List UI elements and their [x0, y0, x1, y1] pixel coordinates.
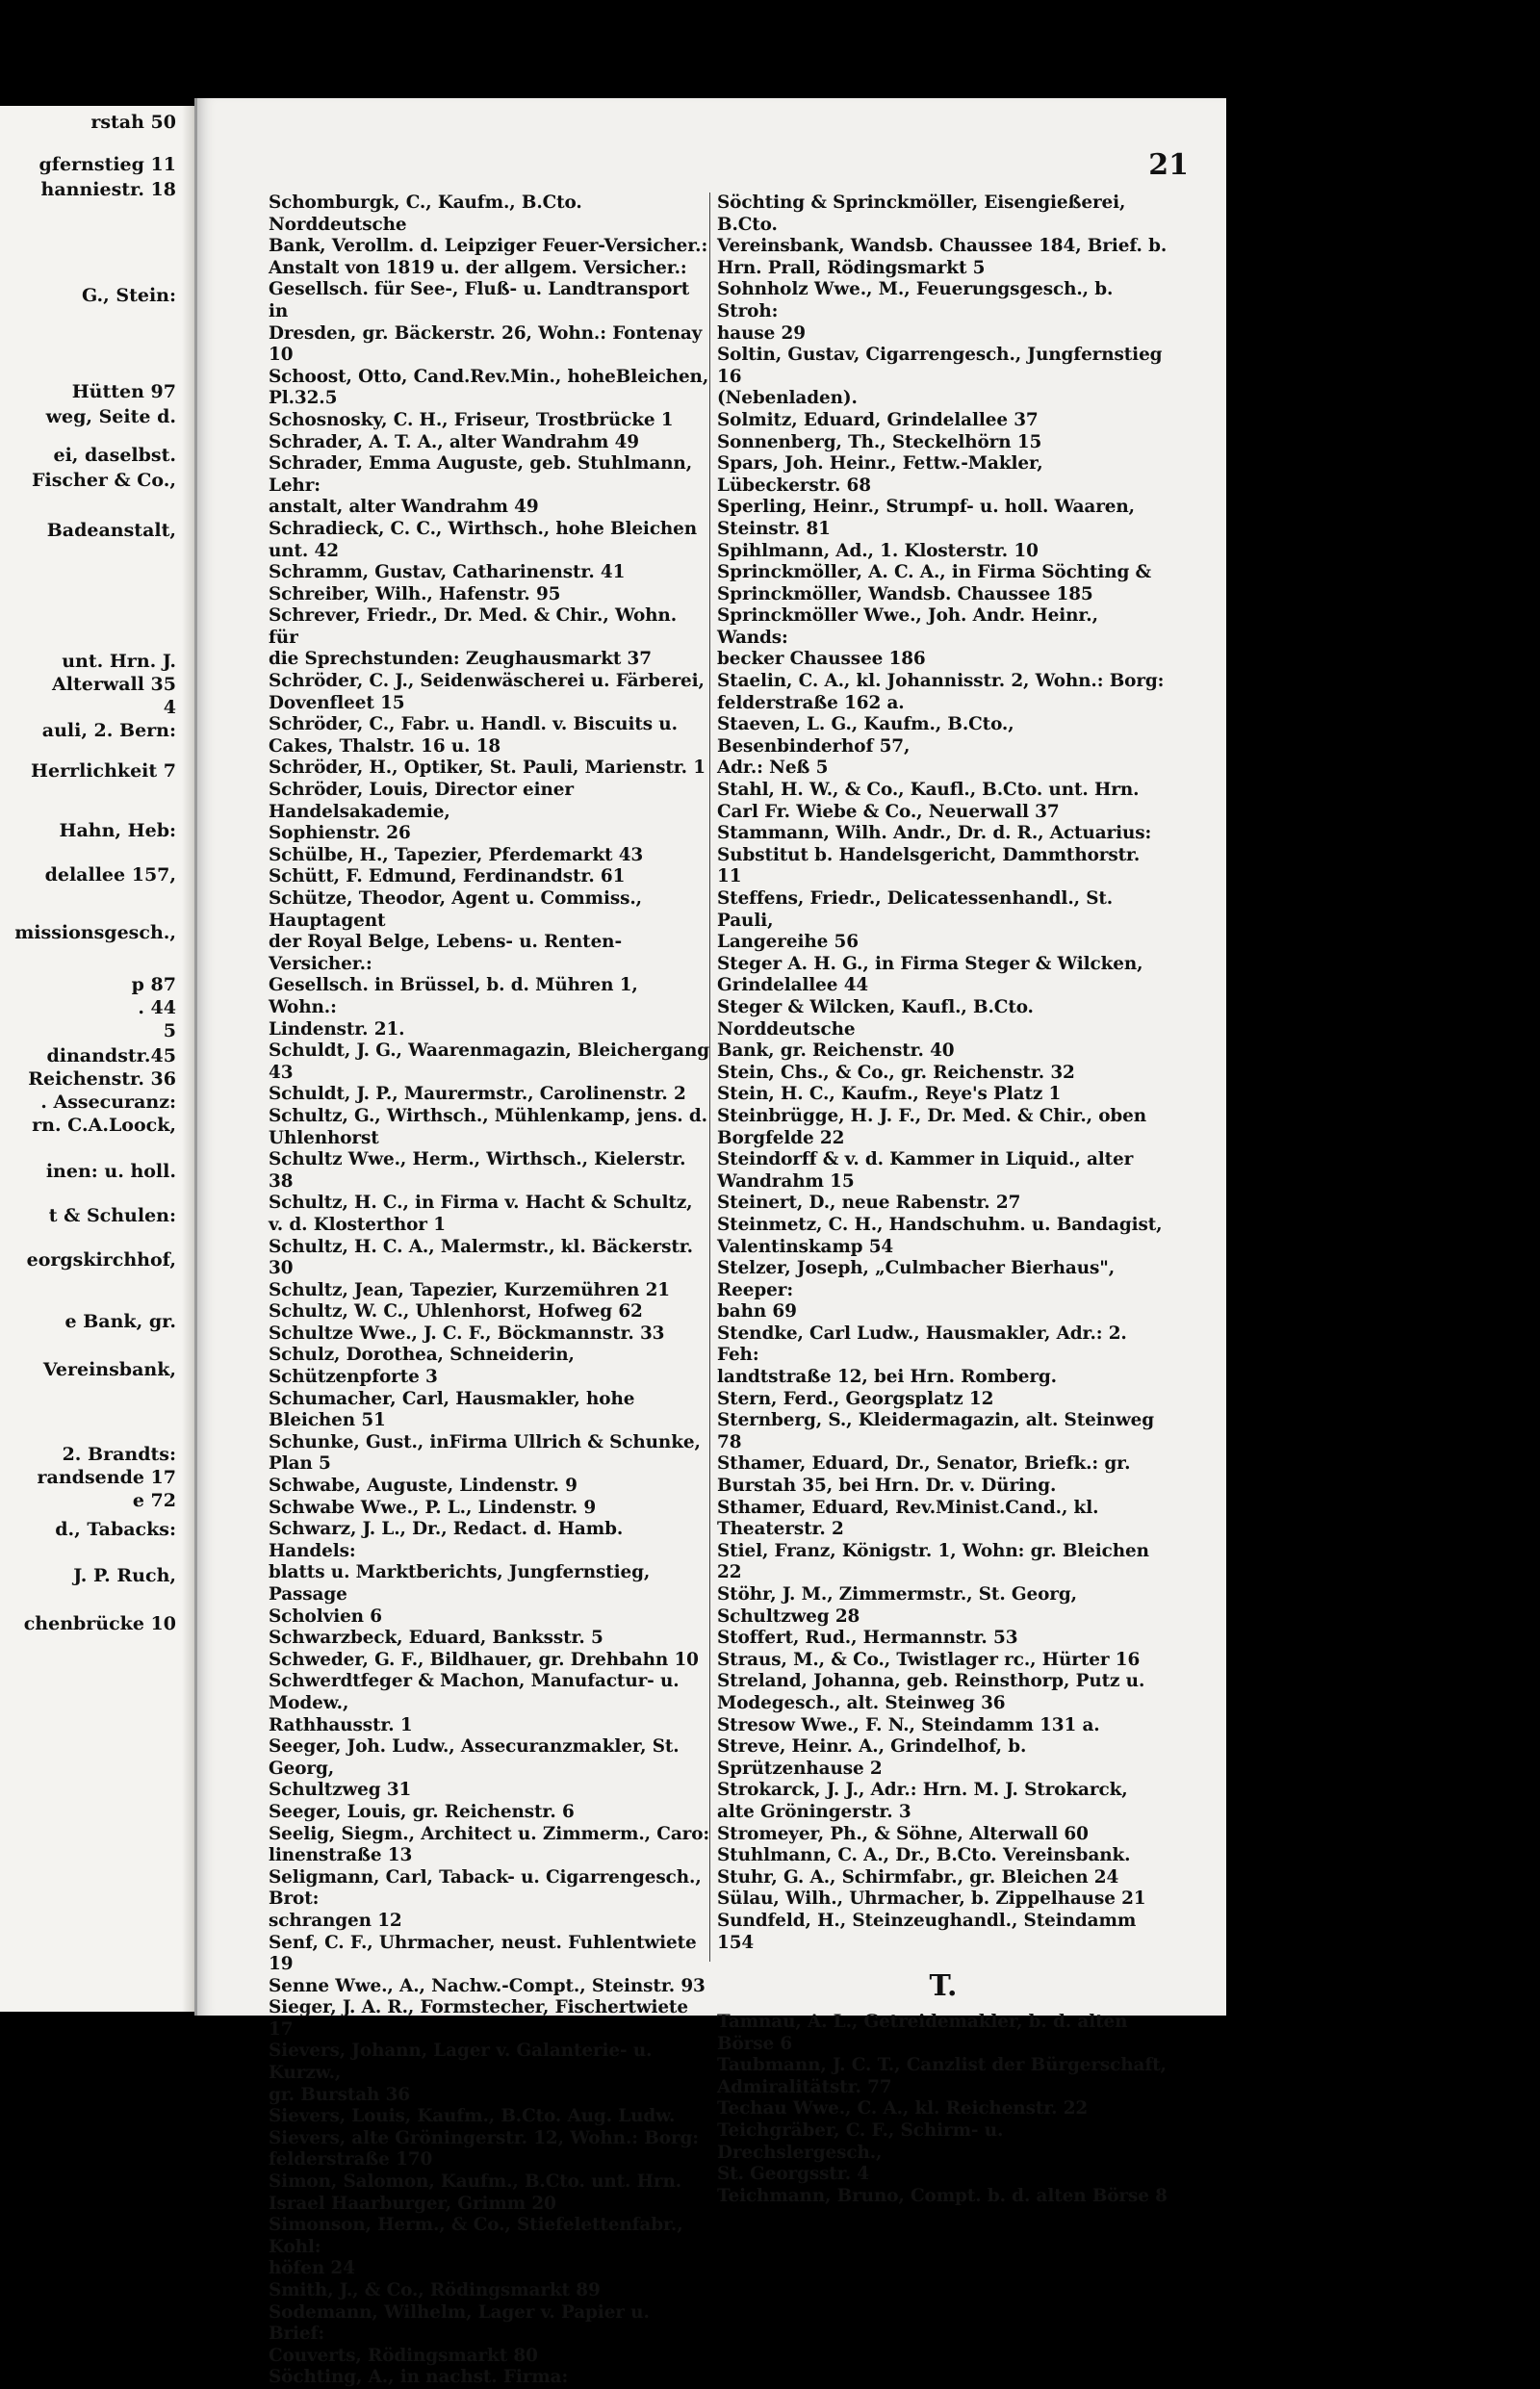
- directory-entry: Schultz Wwe., Herm., Wirthsch., Kielerstr. 38: [269, 1149, 686, 1192]
- directory-entry: Sodemann, Wilhelm, Lager v. Papier u. Brief: Couverts, Rödingsmarkt 80: [269, 2301, 650, 2366]
- left-page-fragment: Hahn, Heb:: [59, 820, 176, 841]
- directory-entry: Schwabe, Auguste, Lindenstr. 9: [269, 1476, 578, 1497]
- directory-entry: Stern, Ferd., Georgsplatz 12: [717, 1388, 994, 1409]
- directory-entry: Schreiber, Wilh., Hafenstr. 95: [269, 583, 561, 604]
- directory-entry: Simonson, Herm., & Co., Stiefelettenfabr., Kohl: höfen 24: [269, 2215, 683, 2279]
- directory-entry: Stein, Chs., & Co., gr. Reichenstr. 32: [717, 1062, 1075, 1083]
- directory-entry: Schweder, G. F., Bildhauer, gr. Drehbahn 10: [269, 1649, 699, 1670]
- directory-entry: Seligmann, Carl, Taback- u. Cigarrengesch., Brot: schrangen 12: [269, 1866, 702, 1931]
- directory-entry: Steinmetz, C. H., Handschuhm. u. Bandagist, Valentinskamp 54: [717, 1214, 1163, 1257]
- directory-entry: Schramm, Gustav, Catharinenstr. 41: [269, 562, 626, 583]
- directory-entry: Schultz, Jean, Tapezier, Kurzemühren 21: [269, 1279, 670, 1300]
- directory-entry: Schosnosky, C. H., Friseur, Trostbrücke 1: [269, 409, 674, 430]
- directory-entry: Senf, C. F., Uhrmacher, neust. Fuhlentwiete 19: [269, 1932, 697, 1975]
- directory-entry: Stiel, Franz, Königstr. 1, Wohn: gr. Bleichen 22: [717, 1540, 1149, 1583]
- left-page-fragment: Herrlichkeit 7: [31, 760, 176, 782]
- directory-entry: Techau Wwe., C. A., kl. Reichenstr. 22: [717, 2098, 1089, 2119]
- directory-entry: Sprinckmöller, A. C. A., in Firma Söchting & Sprinckmöller, Wandsb. Chaussee 185: [717, 562, 1152, 604]
- directory-entry: Schuldt, J. G., Waarenmagazin, Bleichergang 43: [269, 1040, 709, 1083]
- directory-entry: Sthamer, Eduard, Rev.Minist.Cand., kl. Theaterstr. 2: [717, 1497, 1099, 1540]
- directory-entry: Sthamer, Eduard, Dr., Senator, Briefk.: gr. Burstah 35, bei Hrn. Dr. v. Düring.: [717, 1453, 1131, 1497]
- directory-entry: Söchting, A., in nachst. Firma:: [269, 2367, 569, 2388]
- left-page-fragment: G., Stein:: [81, 285, 176, 306]
- directory-entry: Schultze Wwe., J. C. F., Böckmannstr. 33: [269, 1323, 665, 1344]
- directory-entry: Steinert, D., neue Rabenstr. 27: [717, 1193, 1021, 1214]
- directory-entry: Schradieck, C. C., Wirthsch., hohe Bleichen unt. 42: [269, 518, 698, 561]
- directory-entry: Sonnenberg, Th., Steckelhörn 15: [717, 431, 1042, 452]
- directory-entry: Steinbrügge, H. J. F., Dr. Med. & Chir., oben Borgfelde 22: [717, 1105, 1147, 1148]
- directory-entry: Schrader, A. T. A., alter Wandrahm 49: [269, 431, 639, 452]
- directory-entry: Spihlmann, Ad., 1. Klosterstr. 10: [717, 540, 1039, 561]
- directory-entry: Schuldt, J. P., Maurermstr., Carolinenstr. 2: [269, 1084, 686, 1105]
- directory-entry: Söchting & Sprinckmöller, Eisengießerei, B.Cto. Vereinsbank, Wandsb. Chaussee 184, Brief. b. Hrn. Prall, Rödingsmarkt 5: [717, 193, 1168, 278]
- directory-entry: Seeger, Louis, gr. Reichenstr. 6: [269, 1801, 575, 1822]
- left-page-fragment: 2. Brandts:: [62, 1444, 176, 1465]
- directory-entry: Solmitz, Eduard, Grindelallee 37: [717, 409, 1039, 430]
- directory-entry: Schultz, H. C. A., Malermstr., kl. Bäckerstr. 30: [269, 1236, 693, 1279]
- directory-entry: Sieger, J. A. R., Formstecher, Fischertwiete 17: [269, 1997, 688, 2040]
- left-page-fragment: d., Tabacks:: [55, 1519, 176, 1540]
- section-heading-t: T.: [929, 1969, 958, 2004]
- directory-entry: Sievers, Johann, Lager v. Galanterie- u. Kurzw., gr. Burstah 36: [269, 2041, 653, 2105]
- directory-entry: Strokarck, J. J., Adr.: Hrn. M. J. Strokarck, alte Gröningerstr. 3: [717, 1780, 1128, 1822]
- directory-entry: Schütt, F. Edmund, Ferdinandstr. 61: [269, 866, 626, 887]
- left-page-fragment: Alterwall 35: [52, 674, 176, 695]
- left-page-fragment: hanniestr. 18: [40, 179, 176, 200]
- directory-entry: Streland, Johanna, geb. Reinsthorp, Putz u. Modegesch., alt. Steinweg 36: [717, 1671, 1145, 1713]
- directory-entry: Schröder, Louis, Director einer Handelsakademie, Sophienstr. 26: [269, 780, 574, 844]
- directory-entry: Stuhr, G. A., Schirmfabr., gr. Bleichen 24: [717, 1866, 1119, 1888]
- directory-entry: Streve, Heinr. A., Grindelhof, b. Sprützenhause 2: [717, 1736, 1027, 1779]
- left-page-fragment: inen: u. holl.: [45, 1161, 176, 1182]
- directory-entry: Sternberg, S., Kleidermagazin, alt. Steinweg 78: [717, 1410, 1154, 1452]
- directory-entry: Teichgräber, C. F., Schirm- u. Drechslergesch., St. Georgsstr. 4: [717, 2120, 1004, 2185]
- directory-entry: Taubmann, J. C. T., Canzlist der Bürgerschaft, Admiralitätstr. 77: [717, 2055, 1167, 2097]
- directory-entry: Sievers, Louis, Kaufm., B.Cto. Aug. Ludw. Sievers, alte Gröningerstr. 12, Wohn.: Borg: felderstraße 170: [269, 2106, 699, 2171]
- directory-entry: Stöhr, J. M., Zimmermstr., St. Georg, Schultzweg 28: [717, 1584, 1077, 1627]
- directory-entry: Sohnholz Wwe., M., Feuerungsgesch., b. Stroh: hause 29: [717, 279, 1114, 344]
- scan-background: [1226, 98, 1540, 2023]
- directory-entry: Schwarz, J. L., Dr., Redact. d. Hamb. Handels: blatts u. Marktberichts, Jungfernstieg, Passage Scholvien 6: [269, 1519, 651, 1627]
- directory-entry: Teichmann, Bruno, Compt. b. d. alten Börse 8: [717, 2185, 1168, 2206]
- left-page-fragment: delallee 157,: [44, 864, 176, 886]
- left-page-fragment: Vereinsbank,: [42, 1359, 176, 1380]
- directory-entry: Schumacher, Carl, Hausmakler, hohe Bleichen 51: [269, 1388, 635, 1431]
- left-page-fragment: gfernstieg 11: [38, 154, 176, 175]
- directory-entry: Schülbe, H., Tapezier, Pferdemarkt 43: [269, 844, 644, 865]
- directory-entry: Schröder, C., Fabr. u. Handl. v. Biscuits u. Cakes, Thalstr. 16 u. 18: [269, 714, 678, 757]
- left-page-fragment: p 87: [131, 974, 176, 995]
- directory-entry: Schultz, H. C., in Firma v. Hacht & Schultz, v. d. Klosterthor 1: [269, 1193, 693, 1235]
- directory-entry: Staelin, C. A., kl. Johannisstr. 2, Wohn.: Borg: felderstraße 162 a.: [717, 671, 1165, 713]
- directory-entry: Simon, Salomon, Kaufm., B.Cto. unt. Hrn. Israel Haarburger, Grimm 20: [269, 2171, 682, 2214]
- left-page-fragment: rstah 50: [90, 112, 176, 133]
- left-page-fragment: Hütten 97: [71, 381, 176, 402]
- directory-entry: Senne Wwe., A., Nachw.-Compt., Steinstr. 93: [269, 1975, 706, 1996]
- right-column: [717, 193, 1169, 2207]
- directory-entry: Schwarzbeck, Eduard, Banksstr. 5: [269, 1628, 603, 1649]
- left-page-fragment: dinandstr.45: [46, 1045, 176, 1066]
- page-number: 21: [1148, 148, 1189, 182]
- directory-entry: Stelzer, Joseph, „Culmbacher Bierhaus", Reeper: bahn 69: [717, 1258, 1116, 1323]
- directory-entry: Steffens, Friedr., Delicatessenhandl., St. Pauli, Langereihe 56: [717, 888, 1114, 953]
- directory-entry: Sperling, Heinr., Strumpf- u. holl. Waaren, Steinstr. 81: [717, 497, 1135, 539]
- directory-entry: Steindorff & v. d. Kammer in Liquid., alter Wandrahm 15: [717, 1149, 1134, 1192]
- left-page-fragment: Badeanstalt,: [46, 520, 176, 541]
- directory-entry: Seelig, Siegm., Architect u. Zimmerm., Caro: linenstraße 13: [269, 1823, 710, 1866]
- directory-entry: Sundfeld, H., Steinzeughandl., Steindamm 154: [717, 1910, 1137, 1953]
- directory-entry: Steger A. H. G., in Firma Steger & Wilcken, Grindelallee 44: [717, 953, 1143, 996]
- left-page-fragment: randsende 17: [37, 1467, 176, 1488]
- directory-entry: Stammann, Wilh. Andr., Dr. d. R., Actuarius: Substitut b. Handelsgericht, Dammthorstr. 11: [717, 823, 1152, 887]
- left-page-fragment: 5: [163, 1020, 176, 1041]
- left-page-fragment: J. P. Ruch,: [73, 1565, 176, 1586]
- directory-page: [194, 98, 1229, 2388]
- directory-entry: Steger & Wilcken, Kaufl., B.Cto. Norddeutsche Bank, gr. Reichenstr. 40: [717, 996, 1034, 1062]
- directory-entry: Schröder, H., Optiker, St. Pauli, Marienstr. 1: [269, 758, 706, 779]
- directory-entry: Schröder, C. J., Seidenwäscherei u. Färberei, Dovenfleet 15: [269, 671, 705, 713]
- left-page-fragment: missionsgesch.,: [14, 922, 176, 943]
- directory-entry: Schoost, Otto, Cand.Rev.Min., hoheBleichen, Pl.32.5: [269, 366, 709, 409]
- left-page-fragment: e 72: [132, 1490, 176, 1511]
- directory-entry: Staeven, L. G., Kaufm., B.Cto., Besenbinderhof 57, Adr.: Neß 5: [717, 714, 1014, 779]
- directory-entry: Smith, J., & Co., Rödingsmarkt 89: [269, 2280, 601, 2300]
- directory-entry: Schrader, Emma Auguste, geb. Stuhlmann, Lehr: anstalt, alter Wandrahm 49: [269, 453, 692, 518]
- left-page-fragment: auli, 2. Bern:: [41, 720, 176, 741]
- directory-entry: Spars, Joh. Heinr., Fettw.-Makler, Lübeckerstr. 68: [717, 453, 1043, 496]
- directory-entry: Soltin, Gustav, Cigarrengesch., Jungfernstieg 16 (Nebenladen).: [717, 345, 1163, 409]
- left-page-fragment: e Bank, gr.: [64, 1311, 176, 1332]
- left-page-fragment: t & Schulen:: [48, 1205, 176, 1226]
- left-page-fragment: weg, Seite d.: [45, 406, 176, 427]
- directory-entry: Schwabe Wwe., P. L., Lindenstr. 9: [269, 1497, 597, 1518]
- left-page-fragment: Fischer & Co.,: [32, 470, 176, 491]
- directory-entry: Stahl, H. W., & Co., Kaufl., B.Cto. unt. Hrn. Carl Fr. Wiebe & Co., Neuerwall 37: [717, 780, 1140, 822]
- left-page-fragment: ei, daselbst.: [53, 445, 176, 466]
- directory-entry: Straus, M., & Co., Twistlager rc., Hürter 16: [717, 1649, 1141, 1670]
- directory-entry: Stendke, Carl Ludw., Hausmakler, Adr.: 2. Feh: landtstraße 12, bei Hrn. Romberg.: [717, 1323, 1127, 1388]
- left-page-fragment: 4: [163, 697, 176, 718]
- directory-entry: Stein, H. C., Kaufm., Reye's Platz 1: [717, 1084, 1062, 1105]
- left-page-edge: [0, 106, 197, 2012]
- left-page-fragment: chenbrücke 10: [23, 1613, 176, 1634]
- directory-entry: Schütze, Theodor, Agent u. Commiss., Hauptagent der Royal Belge, Lebens- u. Renten-Versicher.: Gesellsch. in Brüssel, b. d. Mühren 1, Wohn.: Lindenstr. 21.: [269, 888, 642, 1040]
- directory-entry: Schultz, W. C., Uhlenhorst, Hofweg 62: [269, 1301, 643, 1323]
- directory-entry: Tamnau, A. L., Getreidemakler, b. d. alten Börse 6: [717, 2012, 1128, 2054]
- directory-entry: Schomburgk, C., Kaufm., B.Cto. Norddeutsche Bank, Verollm. d. Leipziger Feuer-Versicher.: Anstalt von 1819 u. der allgem. Versicher.: Gesellsch. für See-, Fluß- u. Landtransport in Dresden, gr. Bäckerstr. 26, Wohn.: Fontenay 10: [269, 193, 708, 366]
- directory-entry: Stuhlmann, C. A., Dr., B.Cto. Vereinsbank.: [717, 1845, 1131, 1866]
- left-column: [269, 193, 711, 2389]
- directory-entry: Stromeyer, Ph., & Söhne, Alterwall 60: [717, 1823, 1089, 1844]
- directory-entry: Schulz, Dorothea, Schneiderin, Schützenpforte 3: [269, 1345, 575, 1388]
- left-page-fragment: Reichenstr. 36: [28, 1068, 176, 1090]
- left-page-fragment: eorgskirchhof,: [26, 1249, 176, 1271]
- left-page-fragment: . Assecuranz:: [40, 1092, 176, 1113]
- directory-entry: Sülau, Wilh., Uhrmacher, b. Zippelhause 21: [717, 1888, 1146, 1910]
- directory-entry: Seeger, Joh. Ludw., Assecuranzmakler, St. Georg, Schultzweg 31: [269, 1736, 680, 1801]
- directory-entry: Schrever, Friedr., Dr. Med. & Chir., Wohn. für die Sprechstunden: Zeughausmarkt 37: [269, 605, 678, 670]
- directory-entry: Schultz, G., Wirthsch., Mühlenkamp, jens. d. Uhlenhorst: [269, 1105, 707, 1148]
- directory-entry: Schwerdtfeger & Machon, Manufactur- u. Modew., Rathhausstr. 1: [269, 1671, 680, 1735]
- directory-entry: Schunke, Gust., inFirma Ullrich & Schunke, Plan 5: [269, 1431, 701, 1475]
- directory-entry: Stoffert, Rud., Hermannstr. 53: [717, 1628, 1018, 1649]
- left-page-fragment: unt. Hrn. J.: [62, 651, 176, 672]
- directory-entry: Sprinckmöller Wwe., Joh. Andr. Heinr., Wands: becker Chaussee 186: [717, 605, 1098, 670]
- left-page-fragment: . 44: [138, 997, 176, 1018]
- directory-entry: Stresow Wwe., F. N., Steindamm 131 a.: [717, 1714, 1100, 1735]
- left-page-fragment: rn. C.A.Loock,: [32, 1115, 176, 1136]
